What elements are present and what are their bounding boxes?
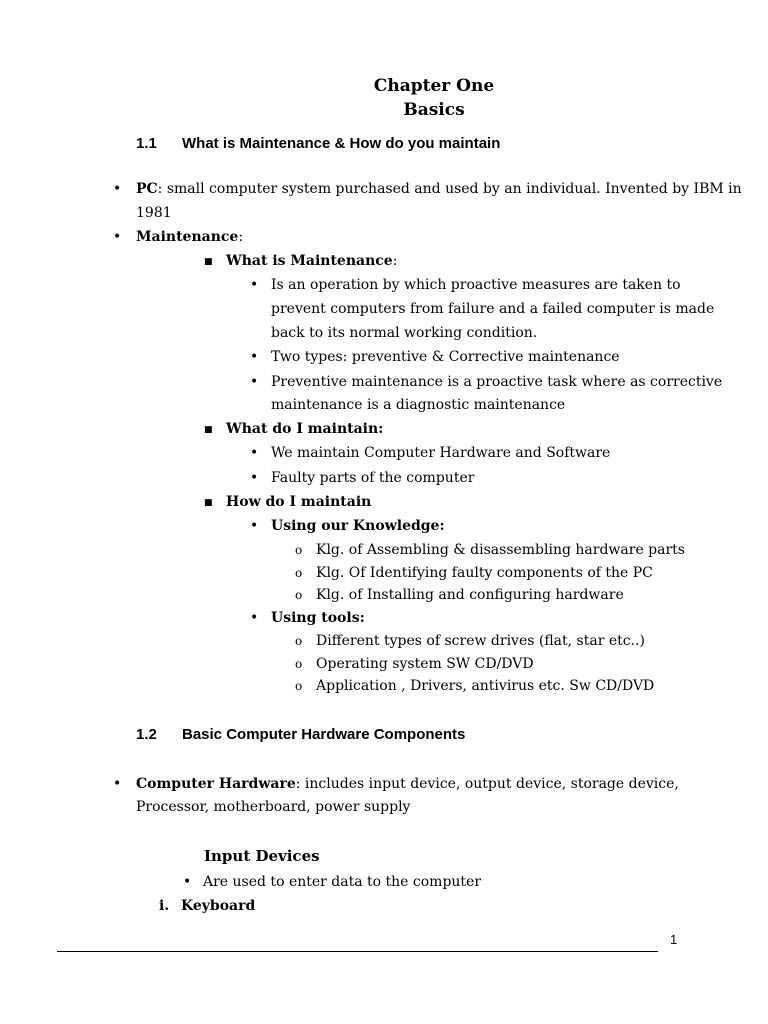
chapter-subtitle: Basics <box>403 100 465 120</box>
section-number: 1.1 <box>136 135 157 152</box>
list-item-cont: maintenance is a diagnostic maintenance <box>271 397 566 413</box>
input-devices-heading: Input Devices <box>204 847 320 865</box>
list-item: Preventive maintenance is a proactive task where as corrective <box>271 374 723 390</box>
list-item: Klg. Of Identifying faulty components of the PC <box>316 565 653 581</box>
page-number: 1 <box>670 932 678 947</box>
list-item: Are used to enter data to the computer <box>203 874 482 890</box>
bullet-icon: • <box>250 518 259 534</box>
bullet-icon: • <box>113 181 122 197</box>
list-item: Two types: preventive & Corrective maintenance <box>271 349 620 365</box>
bullet-icon: • <box>113 776 122 792</box>
bullet-icon: • <box>250 610 259 626</box>
bullet-icon: • <box>250 445 259 461</box>
pc-text: : small computer system purchased and used by an individual. Invented by IBM in <box>157 181 742 197</box>
what-is-colon: : <box>392 253 398 269</box>
circle-bullet-icon: o <box>295 679 303 693</box>
bullet-icon: • <box>250 374 259 390</box>
pc-term: PC <box>136 181 158 197</box>
footer-divider <box>57 951 658 952</box>
how-heading: How do I maintain <box>226 494 372 510</box>
hardware-term: Computer Hardware <box>136 776 296 792</box>
section-heading-1-1 <box>136 135 500 152</box>
tools-heading: Using tools: <box>271 610 365 626</box>
pc-text-cont: 1981 <box>136 205 172 221</box>
section-heading-1-2 <box>136 726 465 743</box>
square-bullet-icon: ■ <box>204 498 213 508</box>
list-item: Klg. of Installing and configuring hardware <box>316 587 624 603</box>
bullet-icon: • <box>113 229 122 245</box>
hardware-line <box>136 776 679 792</box>
list-item-cont: back to its normal working condition. <box>271 325 538 341</box>
hardware-text: : includes input device, output device, storage device, <box>295 776 679 792</box>
circle-bullet-icon: o <box>295 566 303 580</box>
bullet-icon: • <box>183 874 192 890</box>
list-item: Operating system SW CD/DVD <box>316 656 534 672</box>
list-item: Different types of screw drives (flat, star etc..) <box>316 633 645 649</box>
what-do-heading: What do I maintain: <box>226 421 384 437</box>
section-title: Basic Computer Hardware Components <box>182 726 466 743</box>
list-item-cont: prevent computers from failure and a failed computer is made <box>271 301 715 317</box>
what-is-heading <box>226 253 397 269</box>
list-item: We maintain Computer Hardware and Software <box>271 445 611 461</box>
circle-bullet-icon: o <box>295 634 303 648</box>
section-title: What is Maintenance & How do you maintain <box>182 135 501 152</box>
list-item: Faulty parts of the computer <box>271 470 475 486</box>
square-bullet-icon: ■ <box>204 425 213 435</box>
bullet-icon: • <box>250 277 259 293</box>
circle-bullet-icon: o <box>295 543 303 557</box>
chapter-title: Chapter One <box>373 76 495 96</box>
maintenance-line <box>136 229 243 245</box>
circle-bullet-icon: o <box>295 588 303 602</box>
bullet-icon: • <box>250 349 259 365</box>
hardware-text-cont: Processor, motherboard, power supply <box>136 799 411 815</box>
bullet-icon: • <box>250 470 259 486</box>
what-is-heading-text: What is Maintenance <box>226 253 393 269</box>
list-item: Application , Drivers, antivirus etc. Sw CD/DVD <box>316 678 655 694</box>
list-item: Is an operation by which proactive measures are taken to <box>271 277 681 293</box>
section-number: 1.2 <box>136 726 157 743</box>
roman-marker: i. <box>159 898 170 914</box>
knowledge-heading: Using our Knowledge: <box>271 518 445 534</box>
keyboard-heading: Keyboard <box>181 898 256 914</box>
maintenance-term: Maintenance <box>136 229 239 245</box>
list-item: Klg. of Assembling & disassembling hardware parts <box>316 542 685 558</box>
maintenance-colon: : <box>238 229 244 245</box>
square-bullet-icon: ■ <box>204 257 213 267</box>
pc-line <box>136 181 742 197</box>
circle-bullet-icon: o <box>295 657 303 671</box>
